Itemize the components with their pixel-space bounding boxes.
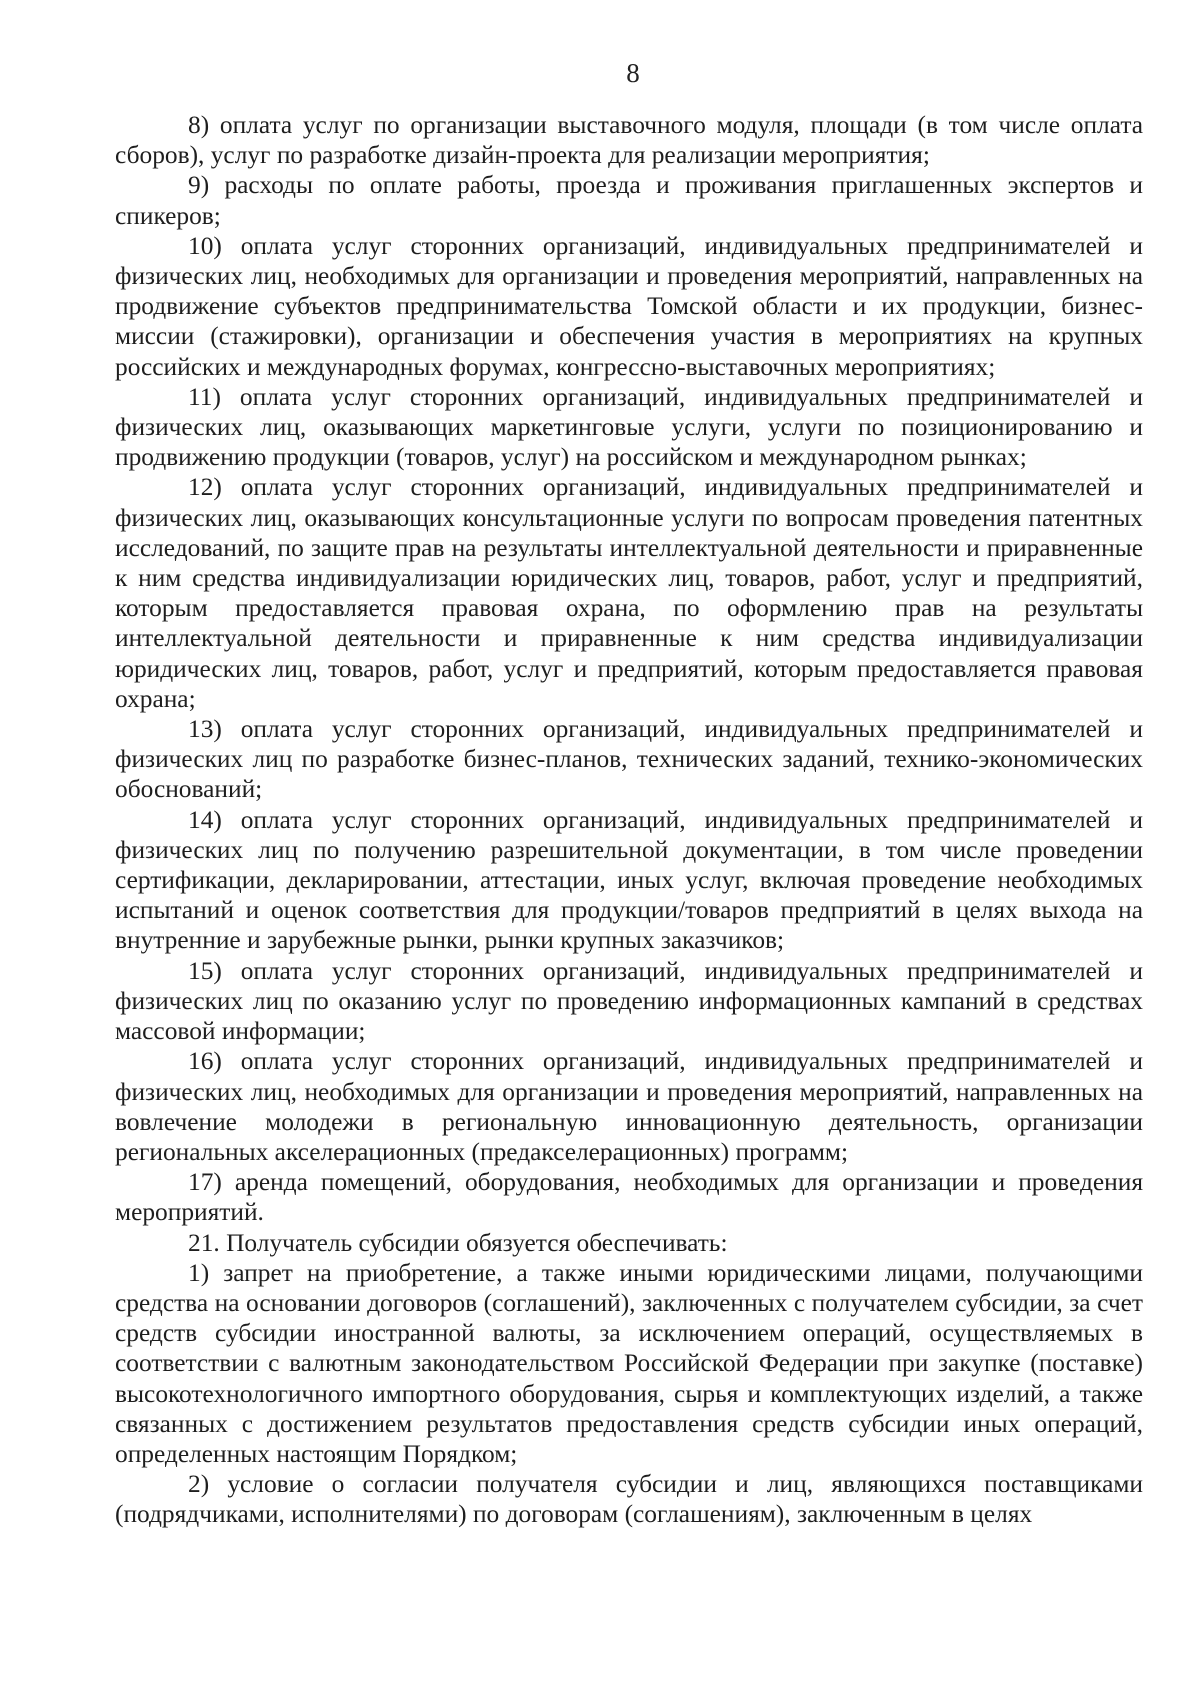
paragraph-item-12: 12) оплата услуг сторонних организаций, индивидуальных предпринимателей и физических лиц, оказывающих консультационные услуги по вопросам проведения патентных исследований, по защите прав на результаты интеллектуальной деятельности и приравненные к ним средства индивидуализации юридических лиц, товаров, работ, услуг и предприятий, которым предоставляется правовая охрана, по оформлению прав на результаты интеллектуальной деятельности и приравненные к ним средства индивидуализации юридических лиц, товаров, работ, услуг и предприятий, которым предоставляется правовая охрана;: [115, 473, 1143, 713]
obligation-item-1: 1) запрет на приобретение, а также иными юридическими лицами, получающими средства на основании договоров (соглашений), заключенных с получателем субсидии, за счет средств субсидии иностранной валюты, за исключением операций, осуществляемых в соответствии с валютным законодательством Российской Федерации при закупке (поставке) высокотехнологичного импортного оборудования, сырья и комплектующих изделий, а также связанных с достижением результатов предоставления средств субсидии иных операций, определенных настоящим Порядком;: [115, 1258, 1143, 1468]
section-21-heading: 21. Получатель субсидии обязуется обеспечивать:: [188, 1228, 728, 1257]
paragraph-item-14: 14) оплата услуг сторонних организаций, индивидуальных предпринимателей и физических лиц по получению разрешительной документации, в том числе проведении сертификации, декларировании, аттестации, иных услуг, включая проведение необходимых испытаний и оценок соответствия для продукции/товаров предприятий в целях выхода на внутренние и зарубежные рынки, рынки крупных заказчиков;: [115, 805, 1143, 955]
paragraph-item-9: 9) расходы по оплате работы, проезда и проживания приглашенных экспертов и спикеров;: [115, 171, 1143, 230]
page-number: 8: [626, 58, 640, 88]
obligation-item-2: 2) условие о согласии получателя субсидии и лиц, являющихся поставщиками (подрядчиками, исполнителями) по договорам (соглашениям), заключенным в целях: [115, 1470, 1143, 1529]
document-body: [115, 110, 1143, 1530]
paragraph-item-8: 8) оплата услуг по организации выставочного модуля, площади (в том числе оплата сборов), услуг по разработке дизайн-проекта для реализации мероприятия;: [115, 111, 1143, 170]
paragraph-item-11: 11) оплата услуг сторонних организаций, индивидуальных предпринимателей и физических лиц, оказывающих маркетинговые услуги, услуги по позиционированию и продвижению продукции (товаров, услуг) на российском и международном рынках;: [115, 382, 1143, 472]
paragraph-item-10: 10) оплата услуг сторонних организаций, индивидуальных предпринимателей и физических лиц, необходимых для организации и проведения мероприятий, направленных на продвижение субъектов предпринимательства Томской области и их продукции, бизнес-миссии (стажировки), организации и обеспечения участия в мероприятиях на крупных российских и международных форумах, конгрессно-выставочных мероприятиях;: [115, 231, 1143, 381]
paragraph-item-13: 13) оплата услуг сторонних организаций, индивидуальных предпринимателей и физических лиц по разработке бизнес-планов, технических заданий, технико-экономических обоснований;: [115, 715, 1143, 804]
paragraph-item-15: 15) оплата услуг сторонних организаций, индивидуальных предпринимателей и физических лиц по оказанию услуг по проведению информационных кампаний в средствах массовой информации;: [115, 956, 1143, 1046]
paragraph-item-17: 17) аренда помещений, оборудования, необходимых для организации и проведения мероприятий.: [115, 1168, 1143, 1227]
paragraph-item-16: 16) оплата услуг сторонних организаций, индивидуальных предпринимателей и физических лиц, необходимых для организации и проведения мероприятий, направленных на вовлечение молодежи в региональную инновационную деятельность, организации региональных акселерационных (предакселерационных) программ;: [115, 1047, 1143, 1166]
